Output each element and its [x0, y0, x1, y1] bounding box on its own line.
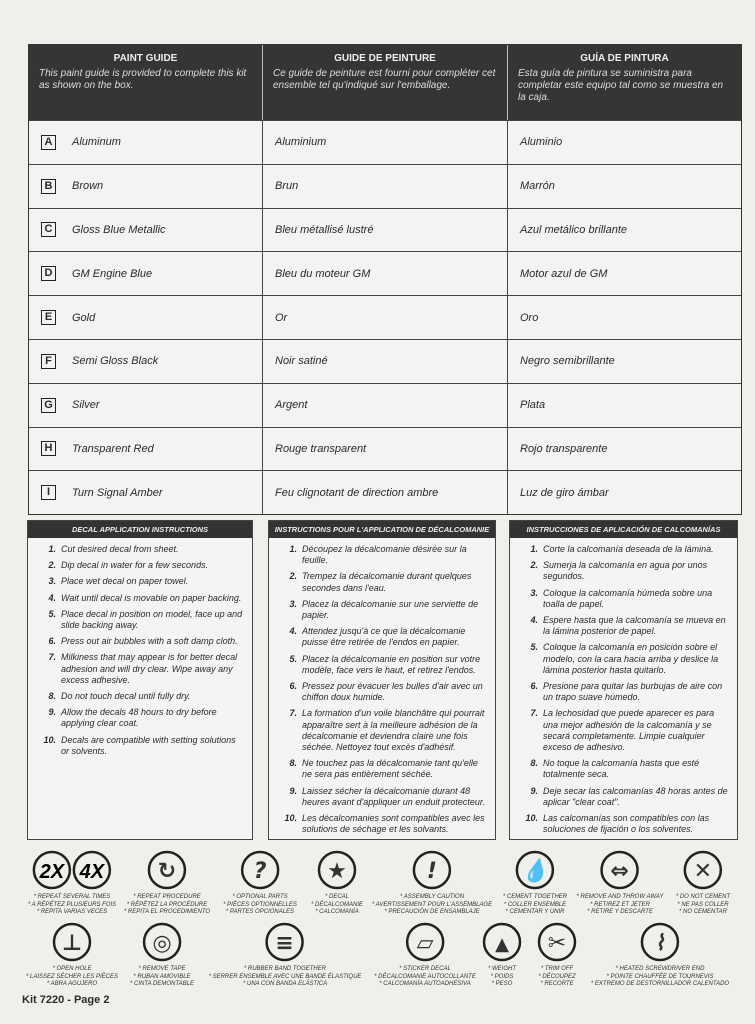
instruction-step — [40, 576, 244, 587]
header-column — [29, 45, 263, 120]
legend-label: * REPITA EL PROCEDIMIENTO — [123, 909, 211, 915]
step-text: Placez la décalcomanie sur une serviette de papier. — [302, 598, 479, 621]
instruction-step — [40, 560, 244, 571]
instruction-step — [281, 786, 487, 808]
legend-label: * RÉPÉTEZ LA PROCÉDURE — [126, 901, 208, 908]
paint-name-es: Plata — [520, 399, 546, 412]
instruction-step — [40, 652, 244, 686]
step-number: 5. — [48, 608, 56, 619]
step-text: Corte la calcomanía deseada de la lámina. — [543, 544, 714, 554]
step-text: Attendez jusqu'à ce que la décalcomanie puisse être retirée de l'endos en papier. — [302, 626, 466, 648]
paint-name-es: Oro — [520, 311, 539, 324]
step-number: 8. — [530, 758, 538, 769]
legend-label: * A RÉPÉTEZ PLUSIEURS FOIS — [27, 901, 117, 908]
legend-label: * HEATED SCREWDRIVER END — [615, 966, 705, 972]
open-hole-icon — [26, 922, 118, 962]
step-text: Sumerja la calcomanía en agua por unos segundos. — [543, 560, 708, 582]
legend-label: * STICKER DECAL — [399, 966, 451, 972]
paint-letter: F — [41, 354, 56, 369]
legend-label: * CEMENT TOGETHER — [502, 894, 568, 900]
legend-label: * RUBAN AMOVIBLE — [133, 973, 191, 980]
paint-name-fr: Noir satiné — [263, 340, 508, 383]
legend-label: * POIDS — [490, 973, 514, 980]
instruction-step — [281, 544, 487, 566]
instruction-step — [522, 786, 729, 808]
instruction-step — [281, 708, 487, 753]
svg-text:▲: ▲ — [495, 934, 509, 955]
paint-letter: A — [41, 135, 56, 150]
instruction-step — [522, 544, 729, 555]
header-description: Esta guía de pintura se suministra para completar este equipo tal como se muestra en la caja. — [518, 68, 724, 103]
step-text: Place decal in position on model, face up and slide backing away. — [61, 608, 243, 631]
paint-name-en: Gold — [72, 311, 96, 324]
step-number: 3. — [289, 598, 297, 609]
remove-and-throw-away-icon — [577, 850, 664, 890]
instruction-step — [281, 599, 487, 621]
step-text: Dip decal in water for a few seconds. — [61, 560, 209, 571]
step-number: 10. — [525, 813, 538, 824]
paint-en — [29, 471, 263, 514]
paint-name-es: Negro semibrillante — [520, 355, 615, 368]
paint-letter: B — [41, 179, 56, 194]
instruction-step — [281, 626, 487, 648]
instruction-step — [281, 758, 487, 780]
header-column — [263, 45, 508, 120]
step-number: 7. — [530, 708, 538, 719]
svg-text:?: ? — [253, 859, 267, 884]
paint-name-es: Motor azul de GM — [520, 267, 608, 280]
legend-label: * DÉCALCOMANIE AUTOCOLLANTE — [374, 973, 476, 980]
box-title: INSTRUCTIONS POUR L'APPLICATION DE DÉCALCOMANIE — [269, 521, 495, 538]
header-title: PAINT GUIDE — [113, 53, 178, 64]
legend-item — [374, 922, 476, 989]
step-number: 7. — [48, 652, 56, 663]
header-column — [508, 45, 741, 120]
legend-label: * CALCOMANÍA — [315, 909, 359, 915]
step-number: 10. — [43, 734, 56, 745]
paint-row — [29, 208, 741, 252]
step-number: 6. — [289, 681, 297, 692]
page-footer: Kit 7220 - Page 2 — [22, 994, 110, 1006]
paint-en — [29, 209, 263, 252]
instruction-step — [40, 544, 244, 555]
svg-text:✕: ✕ — [693, 859, 713, 884]
legend-label: * OPEN HOLE — [52, 966, 92, 972]
paint-en — [29, 296, 263, 339]
step-text: Coloque la calcomanía húmeda sobre una toalla de papel. — [543, 587, 713, 609]
paint-name-es: Aluminio — [520, 136, 563, 149]
step-text: La lechosidad que puede aparecer es para una mejor adhesión de la calcomanía y se secará completamente. Limpie cualquier exceso de adhesivo. — [543, 708, 715, 753]
paint-name-es: Luz de giro ámbar — [520, 486, 609, 499]
decal-instructions-box — [268, 520, 496, 840]
legend-label: * PIÈCES OPTIONNELLES — [223, 901, 297, 908]
paint-name-fr: Aluminium — [263, 121, 508, 164]
legend-item — [209, 922, 362, 989]
header-title: GUÍA DE PINTURA — [580, 53, 669, 64]
step-text: Les décalcomanies sont compatibles avec les solutions de séchage et les solvants. — [302, 813, 485, 835]
step-text: Découpez la décalcomanie désirée sur la feuille. — [302, 544, 467, 566]
svg-text:◎: ◎ — [152, 931, 172, 956]
legend-label: * RETIRE Y DESCARTE — [587, 909, 653, 915]
legend-label: * REPEAT SEVERAL TIMES — [33, 894, 111, 900]
cement-together-icon — [503, 850, 567, 890]
legend-label: * EXTREMO DE DESTORNILLADOR CALENTADO — [590, 981, 730, 987]
paint-en — [29, 121, 263, 164]
step-number: 3. — [530, 587, 538, 598]
legend-label: * ASSEMBLY CAUTION — [399, 894, 465, 900]
paint-name-en: GM Engine Blue — [72, 267, 153, 280]
paint-guide-table — [28, 44, 742, 515]
paint-row — [29, 383, 741, 427]
legend-item — [591, 922, 729, 989]
paint-row — [29, 164, 741, 208]
legend-label: * REPITA VARIAS VECES — [36, 909, 108, 915]
paint-row — [29, 470, 741, 514]
weight-icon — [482, 922, 522, 962]
legend-item — [26, 922, 118, 989]
instruction-step — [40, 593, 244, 604]
step-text: Decals are compatible with setting solutions or solvents. — [61, 734, 236, 756]
paint-name-fr: Bleu métallisé lustré — [263, 209, 508, 252]
step-text: Coloque la calcomanía en posición sobre el modelo, con la cara hacia arriba y deslice la lámina posterior hasta quitarlo. — [543, 642, 719, 675]
instruction-step — [40, 636, 244, 647]
step-text: Pressez pour évacuer les bulles d'air avec un chiffon doux humide. — [302, 681, 483, 703]
legend-label: * REPEAT PROCEDURE — [133, 894, 201, 900]
legend-item — [28, 850, 116, 917]
legend-label: * ABRA AGUJERO — [46, 981, 98, 987]
header-description: Ce guide de peinture est fourni pour compléter cet ensemble tel qu'indiqué sur l'emballage. — [273, 68, 496, 91]
step-text: No toque la calcomanía hasta que esté totalmente seca. — [543, 758, 700, 780]
legend-label: * DÉCOUPEZ — [538, 973, 576, 980]
paint-row — [29, 120, 741, 164]
paint-name-es: Azul metálico brillante — [520, 223, 627, 236]
optional-parts-icon — [223, 850, 297, 890]
step-text: Place wet decal on paper towel. — [61, 576, 189, 587]
paint-name-fr: Bleu du moteur GM — [263, 252, 508, 295]
svg-text:✂: ✂ — [547, 931, 567, 956]
paint-name-en: Brown — [72, 180, 104, 193]
step-number: 1. — [48, 544, 56, 554]
legend-label: * RUBBER BAND TOGETHER — [243, 966, 327, 972]
paint-name-en: Semi Gloss Black — [72, 355, 159, 368]
step-number: 7. — [289, 708, 297, 719]
box-title: DECAL APPLICATION INSTRUCTIONS — [28, 521, 252, 538]
svg-text:2X: 2X — [39, 861, 65, 883]
instruction-step — [281, 813, 487, 835]
legend-label: * OPTIONAL PARTS — [232, 894, 288, 900]
repeat-2x-4x-icon — [28, 850, 116, 890]
step-number: 5. — [289, 653, 297, 664]
svg-text:★: ★ — [327, 859, 347, 884]
instruction-step — [40, 735, 244, 757]
paint-name-en: Gloss Blue Metallic — [72, 223, 166, 236]
instruction-step — [522, 615, 729, 637]
header-title: GUIDE DE PEINTURE — [334, 53, 436, 64]
legend-label: * REMOVE TAPE — [138, 966, 186, 972]
step-text: La formation d'un voile blanchâtre qui pourrait apparaître sert à la meilleure adhésion de la décalcomanie et deviendra claire une fois séchée. Nettoyez tout excès d'adhésif. — [302, 708, 485, 753]
paint-letter: E — [41, 310, 56, 325]
instruction-step — [40, 691, 244, 702]
paint-name-fr: Or — [263, 296, 508, 339]
step-number: 4. — [48, 592, 56, 603]
legend-item — [577, 850, 664, 917]
decal-icon — [311, 850, 363, 890]
paint-row — [29, 295, 741, 339]
instruction-step — [522, 560, 729, 582]
paint-row — [29, 427, 741, 471]
step-number: 2. — [48, 560, 56, 571]
svg-text:4X: 4X — [79, 861, 105, 883]
step-text: Cut desired decal from sheet. — [61, 544, 179, 554]
paint-letter: C — [41, 222, 56, 237]
step-number: 1. — [289, 544, 297, 554]
step-text: Milkiness that may appear is for better decal adhesion and will dry clear. Wipe away any excess adhesive. — [61, 652, 238, 685]
paint-letter: D — [41, 266, 56, 281]
legend-label: * POINTE CHAUFFÉE DE TOURNEVIS — [606, 973, 714, 980]
step-number: 10. — [284, 813, 297, 824]
assembly-caution-icon — [372, 850, 492, 890]
instruction-step — [281, 571, 487, 593]
legend-label: * SERRER ENSEMBLE AVEC UNE BANDE ÉLASTIQUE — [208, 973, 362, 980]
box-title: INSTRUCCIONES DE APLICACIÓN DE CALCOMANÍAS — [510, 521, 737, 538]
paint-name-es: Rojo transparente — [520, 442, 608, 455]
step-text: Laissez sécher la décalcomanie durant 48 heures avant d'appliquer un enduit protecteur. — [302, 785, 486, 807]
instruction-step — [522, 681, 729, 703]
step-number: 9. — [48, 707, 56, 718]
step-text: Placez la décalcomanie en position sur votre modèle, face vers le haut, et retirez l'endos. — [302, 653, 481, 675]
paint-row — [29, 339, 741, 383]
instruction-step — [522, 758, 729, 780]
instruction-step — [522, 642, 729, 676]
paint-en — [29, 252, 263, 295]
legend-label: * WEIGHT — [488, 966, 516, 972]
legend-label: * DECAL — [324, 894, 350, 900]
instruction-step — [281, 654, 487, 676]
repeat-procedure-icon — [124, 850, 210, 890]
legend-label: * PRECAUCIÓN DE ENSAMBLAJE — [384, 909, 480, 915]
svg-text:▱: ▱ — [416, 931, 434, 956]
legend-label: * LAISSEZ SÉCHER LES PIÈCES — [25, 973, 119, 980]
paint-name-en: Aluminum — [72, 136, 121, 149]
legend-item — [482, 922, 522, 989]
paint-en — [29, 428, 263, 471]
legend-label: * DO NOT CEMENT — [675, 894, 731, 900]
legend-label: * RECORTE — [540, 981, 574, 987]
step-text: Espere hasta que la calcomanía se mueva en la lámina posterior de papel. — [543, 615, 726, 637]
do-not-cement-icon — [676, 850, 730, 890]
step-number: 4. — [530, 615, 538, 626]
paint-name-en: Turn Signal Amber — [72, 486, 163, 499]
step-text: Presione para quitar las burbujas de aire con un trapo suave húmedo. — [543, 681, 723, 703]
svg-text:⊥: ⊥ — [61, 931, 83, 956]
paint-letter: G — [41, 398, 56, 413]
step-number: 2. — [530, 560, 538, 571]
header-description: This paint guide is provided to complete this kit as shown on the box. — [39, 68, 247, 91]
legend-label: * REMOVE AND THROW AWAY — [576, 894, 664, 900]
step-number: 6. — [530, 681, 538, 692]
svg-text:↻: ↻ — [157, 859, 177, 884]
svg-text:!: ! — [426, 859, 438, 884]
instruction-step — [281, 681, 487, 703]
step-text: Ne touchez pas la décalcomanie tant qu'elle ne sera pas entièrement séchée. — [302, 758, 478, 780]
step-number: 3. — [48, 576, 56, 587]
paint-name-es: Marrón — [520, 180, 555, 193]
paint-name-fr: Feu clignotant de direction ambre — [263, 471, 508, 514]
legend-label: * CEMENTAR Y UNIR — [505, 909, 565, 915]
svg-text:≡: ≡ — [275, 931, 295, 956]
legend-label: * PARTES OPCIONALES — [225, 909, 295, 915]
step-number: 4. — [289, 626, 297, 637]
legend-label: * NE PAS COLLER — [677, 901, 729, 908]
step-number: 9. — [530, 785, 538, 796]
heated-screwdriver-icon — [591, 922, 729, 962]
instruction-step — [40, 609, 244, 631]
paint-guide-header — [29, 45, 741, 120]
step-text: Press out air bubbles with a soft damp cloth. — [61, 636, 238, 647]
legend-label: * TRIM OFF — [540, 966, 574, 972]
legend-label: * AVERTISSEMENT POUR L'ASSEMBLAGE — [371, 901, 493, 908]
trim-off-icon — [537, 922, 577, 962]
paint-letter: H — [41, 441, 56, 456]
instruction-step — [522, 588, 729, 610]
step-number: 6. — [48, 636, 56, 647]
step-text: Wait until decal is movable on paper backing. — [61, 592, 242, 603]
svg-text:⌇: ⌇ — [654, 931, 666, 956]
step-number: 1. — [530, 544, 538, 554]
paint-name-en: Silver — [72, 399, 100, 412]
step-number: 8. — [48, 691, 56, 702]
legend-item — [223, 850, 297, 917]
instruction-step — [40, 707, 244, 729]
step-text: Trempez la décalcomanie durant quelques secondes dans l'eau. — [302, 571, 472, 593]
step-text: Deje secar las calcomanías 48 horas antes de aplicar "clear coat". — [543, 785, 728, 807]
svg-text:💧: 💧 — [521, 859, 549, 884]
step-number: 5. — [530, 642, 538, 653]
sticker-decal-icon — [374, 922, 476, 962]
paint-name-fr: Brun — [263, 165, 508, 208]
step-number: 8. — [289, 758, 297, 769]
legend-item — [537, 922, 577, 989]
legend-label: * COLLER ENSEMBLE — [503, 901, 567, 908]
legend-item — [311, 850, 363, 917]
decal-instructions-box — [509, 520, 738, 840]
paint-name-en: Transparent Red — [72, 442, 154, 455]
paint-letter: I — [41, 485, 56, 500]
legend-item — [130, 922, 194, 989]
legend-label: * RETIREZ ET JETER — [590, 901, 650, 908]
paint-name-fr: Rouge transparent — [263, 428, 508, 471]
instruction-step — [522, 813, 729, 835]
legend-label: * CINTA DEMONTABLE — [130, 981, 194, 987]
legend-item — [503, 850, 567, 917]
instruction-step — [522, 708, 729, 753]
legend-label: * PESO — [491, 981, 513, 987]
remove-tape-icon — [130, 922, 194, 962]
step-number: 9. — [289, 785, 297, 796]
step-text: Las calcomanías son compatibles con las soluciones de fijación o los solventes. — [543, 813, 710, 835]
legend-item — [372, 850, 492, 917]
rubber-band-icon — [209, 922, 362, 962]
legend-label: * CALCOMANÍA AUTOADHESIVA — [379, 981, 471, 987]
paint-name-fr: Argent — [263, 384, 508, 427]
paint-row — [29, 251, 741, 295]
step-number: 2. — [289, 571, 297, 582]
legend-label: * NO CEMENTAR — [679, 909, 727, 915]
paint-en — [29, 165, 263, 208]
svg-text:⇔: ⇔ — [610, 859, 630, 884]
legend-label: * UNA CON BANDA ELÁSTICA — [242, 981, 328, 987]
legend-label: * DÉCALCOMANIE — [310, 901, 364, 908]
step-text: Do not touch decal until fully dry. — [61, 691, 191, 702]
paint-en — [29, 384, 263, 427]
legend-item — [124, 850, 210, 917]
step-text: Allow the decals 48 hours to dry before applying clear coat. — [61, 707, 217, 729]
decal-instructions-box — [27, 520, 253, 840]
legend-item — [676, 850, 730, 917]
paint-en — [29, 340, 263, 383]
